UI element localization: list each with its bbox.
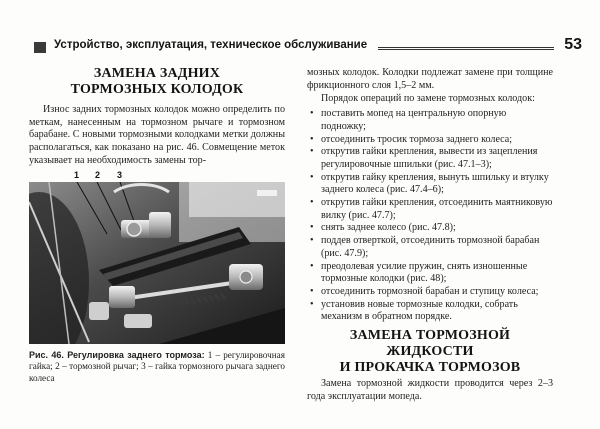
callout-1: 1 xyxy=(74,169,80,180)
figure-46 xyxy=(29,170,285,344)
procedure-intro: Порядок операций по замене тормозных колодок: xyxy=(321,93,535,105)
step-item: • поддев отверткой, отсоединить тормозной барабан (рис. 47.9); xyxy=(307,235,553,260)
section-title-rear-brake-pads xyxy=(29,66,285,98)
step-item: • отсоединить тормозной барабан и ступицу колеса; xyxy=(307,286,553,299)
step-item: • отсоединить тросик тормоза заднего колеса; xyxy=(307,134,553,147)
section-title-line-1: ЗАМЕНА ЗАДНИХ xyxy=(93,66,221,81)
intro-paragraph: Износ задних тормозных колодок можно определить по меткам, нанесенным на тормозном рычаге и тормозном барабане. С новыми тормозными колодками метки должны располагаться, как показано на рис. 46. Совмещение меток указывает на необходимость замены тор- xyxy=(29,104,285,166)
right-column xyxy=(307,67,553,403)
step-item: • преодолевая усилие пружин, снять изношенные тормозные колодки (рис. 48); xyxy=(307,261,553,286)
header-rule xyxy=(378,47,554,50)
caption-label: Рис. 46. Регулировка заднего тормоза: xyxy=(29,349,205,360)
step-item: • открутив гайки крепления, вывести из зацепления регулировочные шпильки (рис. 47.1–3); xyxy=(307,146,553,171)
section-title-brake-fluid xyxy=(307,328,553,376)
callout-3: 3 xyxy=(117,169,123,180)
continuation-paragraph: мозных колодок. Колодки подлежат замене при толщине фрикционного слоя 1,5–2 мм. xyxy=(307,67,553,91)
procedure-steps-list xyxy=(307,108,553,324)
brake-fluid-paragraph: Замена тормозной жидкости проводится через 2–3 года эксплуатации мопеда. xyxy=(307,378,553,402)
section-title-line-2: ТОРМОЗНЫХ КОЛОДОК xyxy=(70,82,244,97)
running-header xyxy=(34,37,582,59)
callout-2: 2 xyxy=(95,169,101,180)
step-item: • установив новые тормозные колодки, собрать механизм в обратном порядке. xyxy=(307,299,553,324)
left-column xyxy=(29,66,285,384)
brake-adjustment-photo xyxy=(29,182,285,344)
step-item: • поставить мопед на центральную опорную подножку; xyxy=(307,108,553,133)
step-item: • открутив гайку крепления, вынуть шпильку и втулку заднего колеса (рис. 47.4–6); xyxy=(307,172,553,197)
caption-text: 1 – регулировочная гайка; 2 – тормозной рычаг; 3 – гайка тормозного рычага заднего колеса xyxy=(29,349,285,383)
section2-title-line-2: И ПРОКАЧКА ТОРМОЗОВ xyxy=(339,360,521,376)
header-title: Устройство, эксплуатация, техническое обслуживание xyxy=(54,39,368,51)
section2-title-line-1: ЗАМЕНА ТОРМОЗНОЙ ЖИДКОСТИ xyxy=(349,328,511,360)
step-item: • снять заднее колесо (рис. 47.8); xyxy=(307,222,553,235)
step-item: • открутив гайки крепления, отсоединить маятниковую вилку (рис. 47.7); xyxy=(307,197,553,222)
figure-caption xyxy=(29,350,285,385)
page-number: 53 xyxy=(564,36,582,53)
header-marker xyxy=(34,42,46,53)
